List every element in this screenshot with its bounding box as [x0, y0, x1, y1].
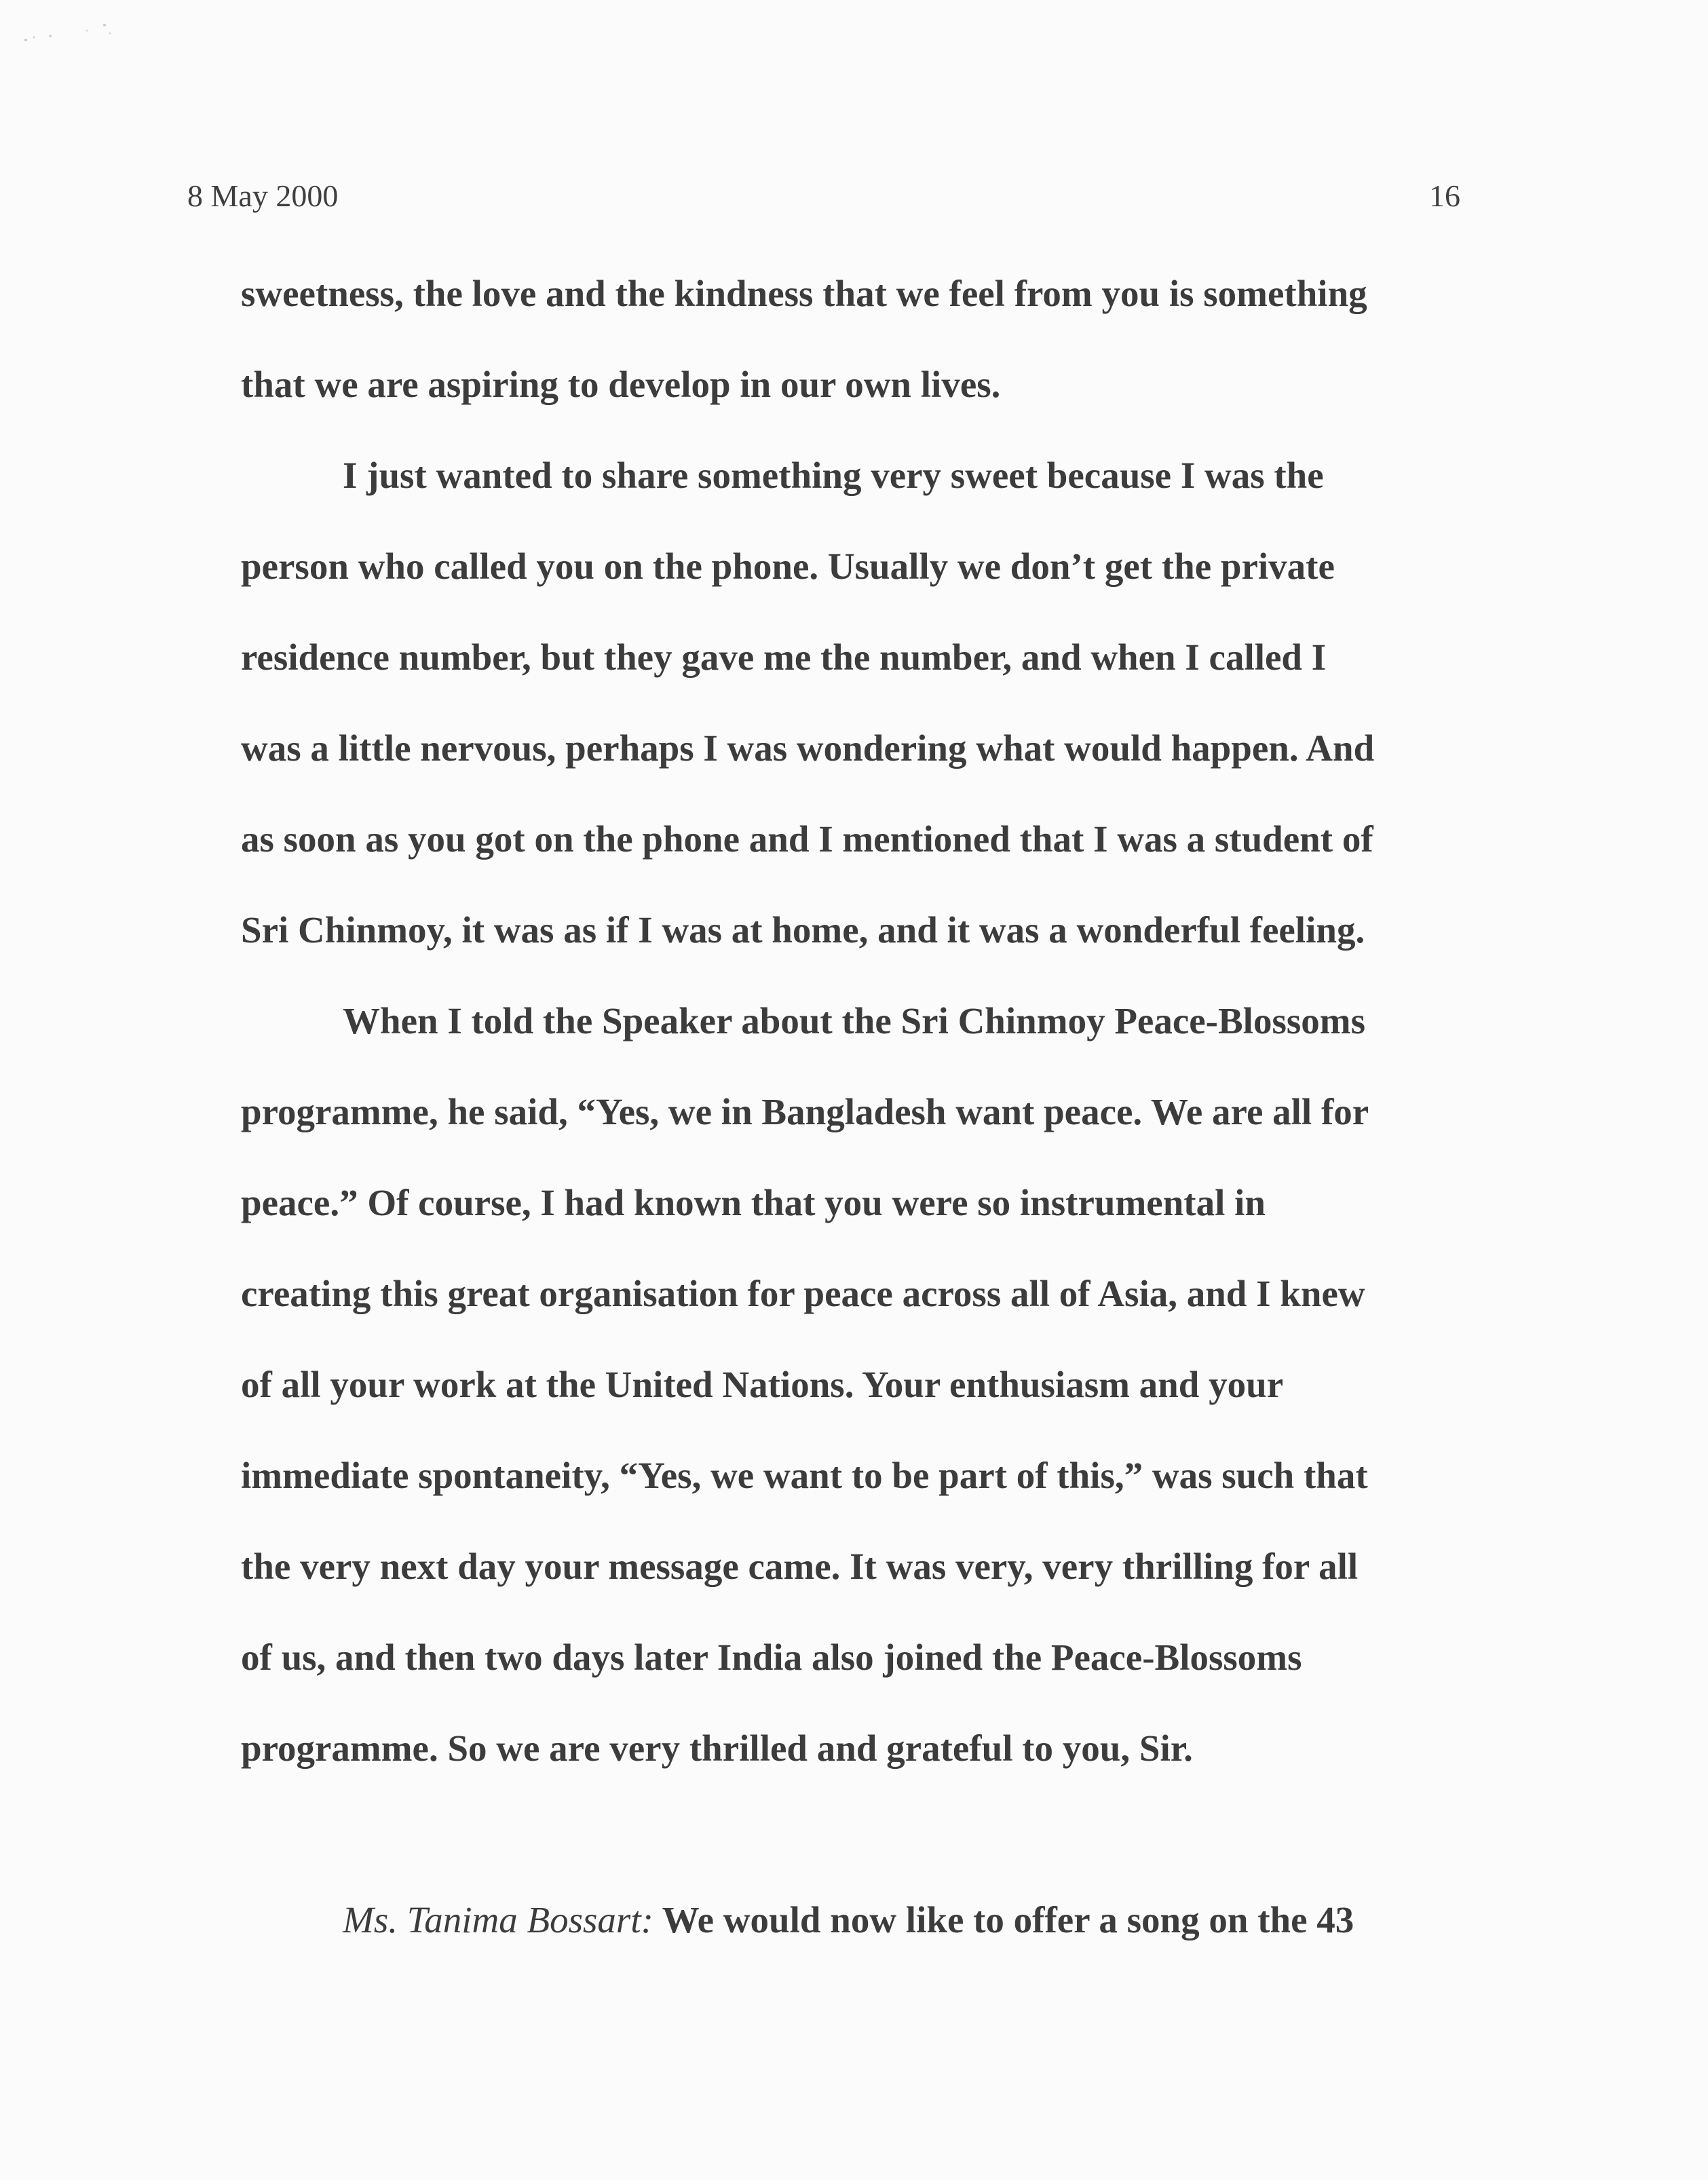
paragraph	[241, 430, 1462, 976]
text-line: person who called you on the phone. Usually we don’t get the private	[241, 546, 1335, 587]
text-line: sweetness, the love and the kindness that we feel from you is something	[241, 273, 1367, 314]
text-line: I just wanted to share something very sweet because I was the	[343, 455, 1324, 496]
text-line: of us, and then two days later India also joined the Peace-Blossoms	[241, 1637, 1302, 1678]
page-header	[187, 178, 1460, 218]
text-line: programme, he said, “Yes, we in Bangladesh want peace. We are all for	[241, 1091, 1369, 1132]
paragraph	[241, 248, 1462, 430]
text-line: Sri Chinmoy, it was as if I was at home, and it was a wonderful feeling.	[241, 909, 1365, 951]
text-line: residence number, but they gave me the number, and when I called I	[241, 636, 1327, 678]
speaker-name: Ms. Tanima Bossart:	[343, 1899, 653, 1940]
speaker-line	[343, 1875, 1496, 1966]
text-line: creating this great organisation for peace across all of Asia, and I knew	[241, 1273, 1365, 1314]
paragraph	[241, 976, 1462, 1794]
header-date: 8 May 2000	[187, 178, 339, 213]
speaker-text: We would now like to offer a song on the 43	[653, 1899, 1354, 1940]
text-line: was a little nervous, perhaps I was wondering what would happen. And	[241, 727, 1375, 769]
body-text	[241, 248, 1462, 1794]
text-line: immediate spontaneity, “Yes, we want to be part of this,” was such that	[241, 1455, 1368, 1496]
text-line: as soon as you got on the phone and I mentioned that I was a student of	[241, 818, 1373, 860]
scan-artifact	[20, 10, 129, 51]
text-line: When I told the Speaker about the Sri Chinmoy Peace-Blossoms	[343, 1000, 1365, 1041]
text-line: of all your work at the United Nations. Your enthusiasm and your	[241, 1364, 1284, 1405]
text-line: that we are aspiring to develop in our own lives.	[241, 364, 1001, 405]
text-line: the very next day your message came. It was very, very thrilling for all	[241, 1546, 1359, 1587]
page-number: 16	[1429, 178, 1460, 213]
text-line: programme. So we are very thrilled and grateful to you, Sir.	[241, 1727, 1193, 1769]
text-line: peace.” Of course, I had known that you were so instrumental in	[241, 1182, 1266, 1223]
